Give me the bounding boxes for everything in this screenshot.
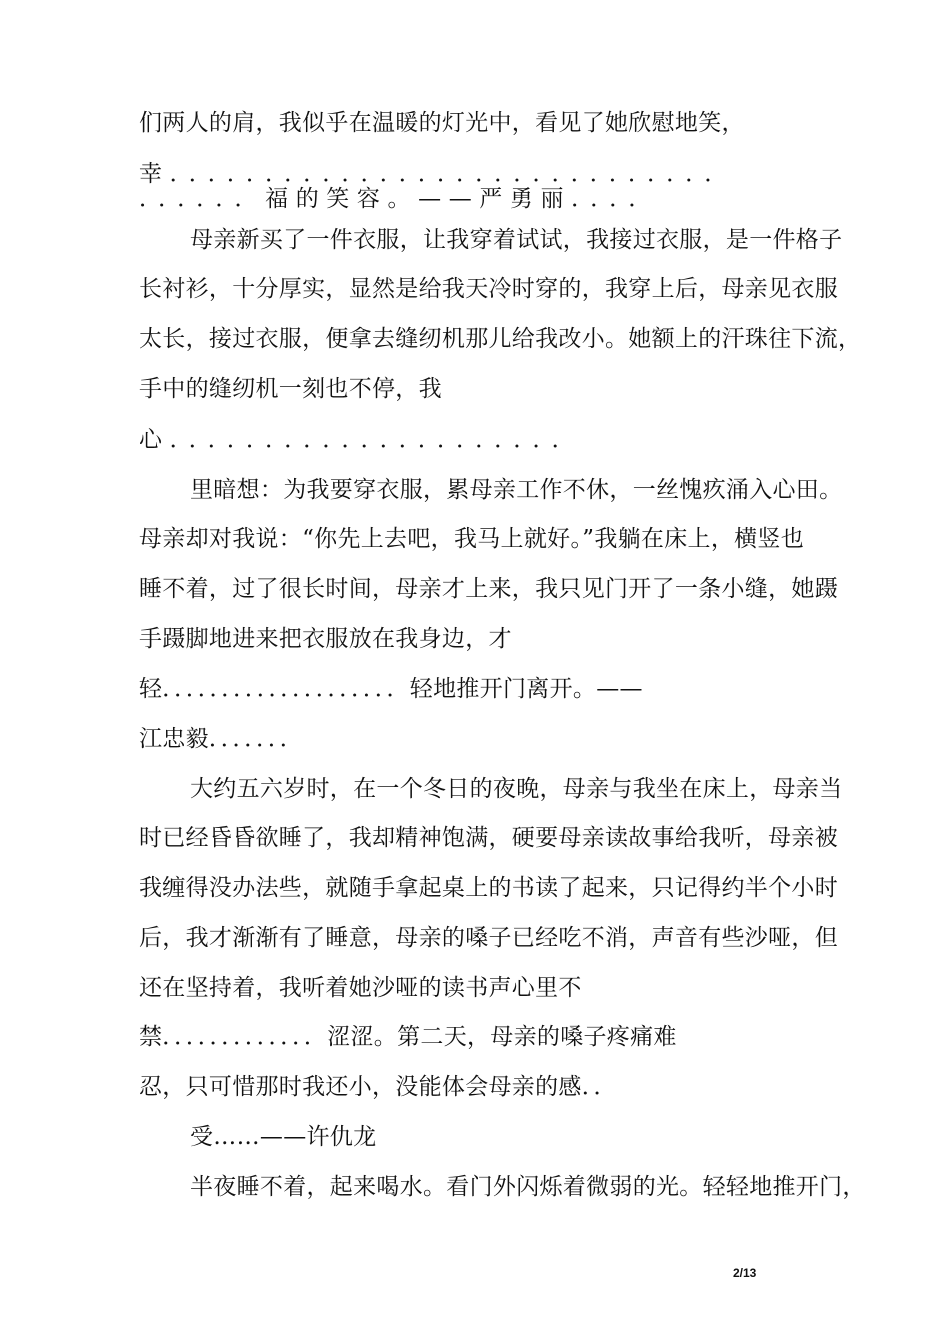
page-number: 2/13	[733, 1266, 757, 1280]
text-line-1: 们两人的肩，我似乎在温暖的灯光中，看见了她欣慰地笑，	[139, 110, 745, 136]
text-line-21: 忍，只可惜那时我还小，没能体会母亲的感．．	[139, 1074, 617, 1100]
text-line-13: 轻．．．．．．．．．．．．．．．．．．．．轻地推开门离开。——	[139, 676, 643, 702]
text-line-2: 幸．．．．．．．．．．．．．．．．．．．．．．．．．．．．．	[139, 161, 735, 187]
text-line-17: 我缠得没办法些，就随手拿起桌上的书读了起来，只记得约半个小时	[139, 875, 838, 901]
text-line-14: 江忠毅．．．．．．．	[139, 726, 303, 752]
text-line-19: 还在坚持着，我听着她沙哑的读书声心里不	[139, 975, 582, 1001]
text-line-7: 手中的缝纫机一刻也不停，我	[139, 376, 442, 402]
text-line-8: 心．．．．．．．．．．．．．．．．．．．．．	[139, 427, 583, 453]
text-line-18: 后，我才渐渐有了睡意，母亲的嗓子已经吃不消，声音有些沙哑，但	[139, 925, 838, 951]
text-line-16: 时已经昏昏欲睡了，我却精神饱满，硬要母亲读故事给我听，母亲被	[139, 825, 838, 851]
text-line-9: 里暗想：为我要穿衣服，累母亲工作不休，一丝愧疚涌入心田。	[190, 477, 843, 503]
text-line-22: 受……——许仇龙	[190, 1124, 377, 1150]
text-line-20: 禁．．．．．．．．．．．．．涩涩。第二天，母亲的嗓子疼痛难	[139, 1024, 677, 1050]
text-line-12: 手蹑脚地进来把衣服放在我身边，才	[139, 626, 512, 652]
text-line-23: 半夜睡不着，起来喝水。看门外闪烁着微弱的光。轻轻地推开门，	[190, 1174, 866, 1200]
text-line-15: 大约五六岁时，在一个冬日的夜晚，母亲与我坐在床上，母亲当	[190, 776, 843, 802]
text-line-4: 母亲新买了一件衣服，让我穿着试试，我接过衣服，是一件格子	[190, 227, 843, 253]
text-line-11: 睡不着，过了很长时间，母亲才上来，我只见门开了一条小缝，她蹑	[139, 576, 838, 602]
text-line-3: ．．．．．．福的笑容。——严勇丽．．．．	[139, 186, 659, 212]
text-line-6: 太长，接过衣服，便拿去缝纫机那儿给我改小。她额上的汗珠往下流，	[139, 326, 862, 352]
text-line-5: 长衬衫，十分厚实，显然是给我天冷时穿的，我穿上后，母亲见衣服	[139, 276, 838, 302]
text-line-10: 母亲却对我说：“你先上去吧，我马上就好。”我躺在床上，横竖也	[139, 526, 805, 552]
